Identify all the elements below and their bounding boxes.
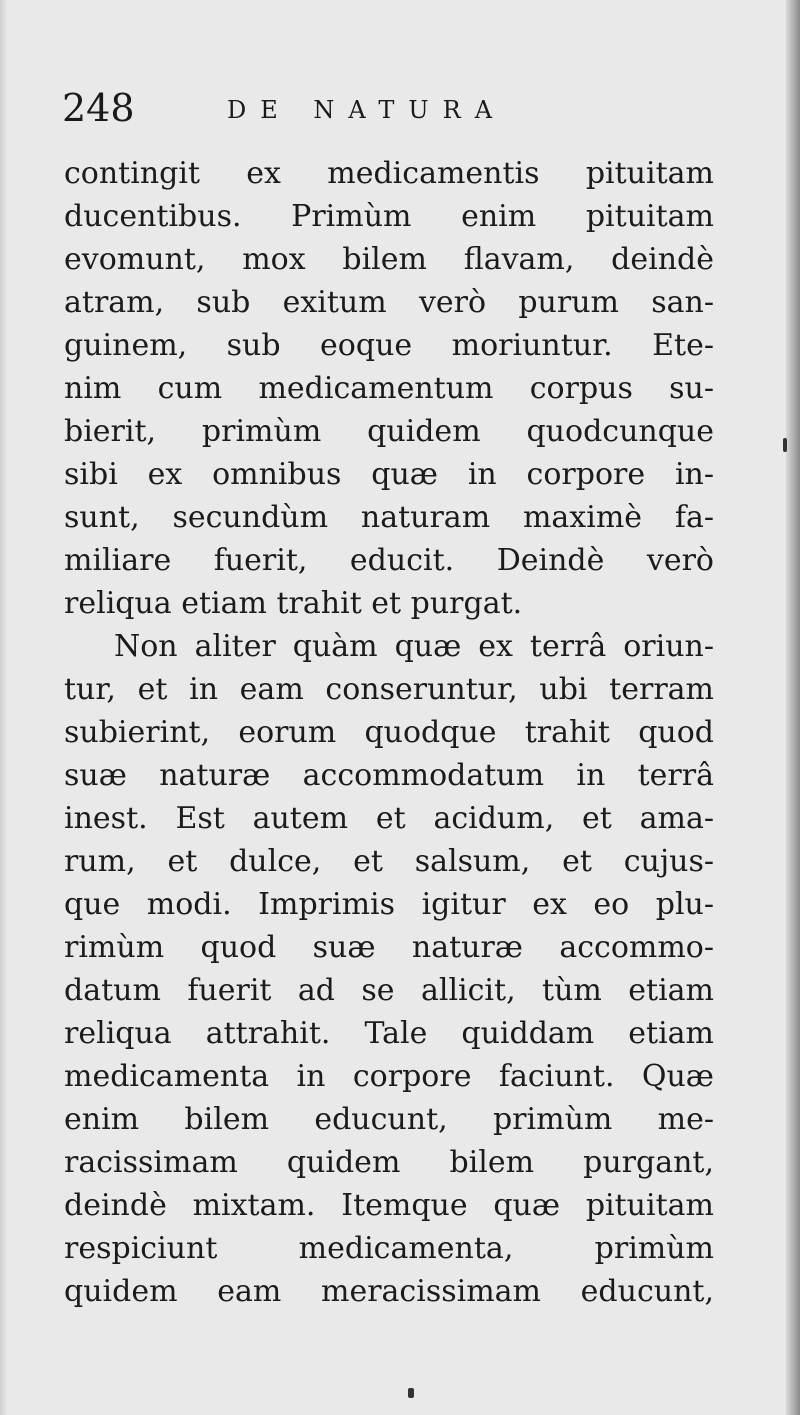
text-line: rimùm quod suæ naturæ accommo- — [64, 930, 714, 965]
body-text — [64, 152, 714, 1313]
text-line: datum fuerit ad se allicit, tùm etiam — [64, 973, 714, 1008]
ink-speck — [783, 438, 787, 452]
paragraph-end-line: reliqua etiam trahit et purgat. — [64, 586, 523, 621]
text-line: miliare fuerit, educit. Deindè verò — [64, 543, 714, 578]
text-line: subierint, eorum quodque trahit quod — [64, 715, 714, 750]
text-line: reliqua attrahit. Tale quiddam etiam — [64, 1016, 714, 1051]
text-line: enim bilem educunt, primùm me- — [64, 1102, 714, 1137]
running-title: DE NATURA — [227, 96, 507, 124]
text-line: sunt, secundùm naturam maximè fa- — [64, 500, 714, 535]
paragraph-start-line: Non aliter quàm quæ ex terrâ oriun- — [114, 629, 714, 664]
text-line: atram, sub exitum verò purum san- — [64, 285, 714, 320]
text-line: quidem eam meracissimam educunt, — [64, 1274, 714, 1309]
text-line: evomunt, mox bilem flavam, deindè — [64, 242, 714, 277]
text-line: inest. Est autem et acidum, et ama- — [64, 801, 714, 836]
page-number: 248 — [62, 86, 135, 130]
text-line: nim cum medicamentum corpus su- — [64, 371, 714, 406]
text-line: rum, et dulce, et salsum, et cujus- — [64, 844, 714, 879]
text-line: suæ naturæ accommodatum in terrâ — [64, 758, 714, 793]
text-line: medicamenta in corpore faciunt. Quæ — [64, 1059, 714, 1094]
text-line: respiciunt medicamenta, primùm — [64, 1231, 714, 1266]
text-line: ducentibus. Primùm enim pituitam — [64, 199, 714, 234]
text-line: contingit ex medicamentis pituitam — [64, 156, 714, 191]
text-line: bierit, primùm quidem quodcunque — [64, 414, 714, 449]
text-line: que modi. Imprimis igitur ex eo plu- — [64, 887, 714, 922]
page-header — [62, 86, 722, 136]
text-line: tur, et in eam conseruntur, ubi terram — [64, 672, 714, 707]
text-line: racissimam quidem bilem purgant, — [64, 1145, 714, 1180]
page-edge-shadow — [786, 0, 800, 1415]
ink-speck — [408, 1388, 414, 1398]
page-gutter-shadow — [0, 0, 8, 1415]
text-line: sibi ex omnibus quæ in corpore in- — [64, 457, 714, 492]
text-line: deindè mixtam. Itemque quæ pituitam — [64, 1188, 714, 1223]
text-line: guinem, sub eoque moriuntur. Ete- — [64, 328, 714, 363]
